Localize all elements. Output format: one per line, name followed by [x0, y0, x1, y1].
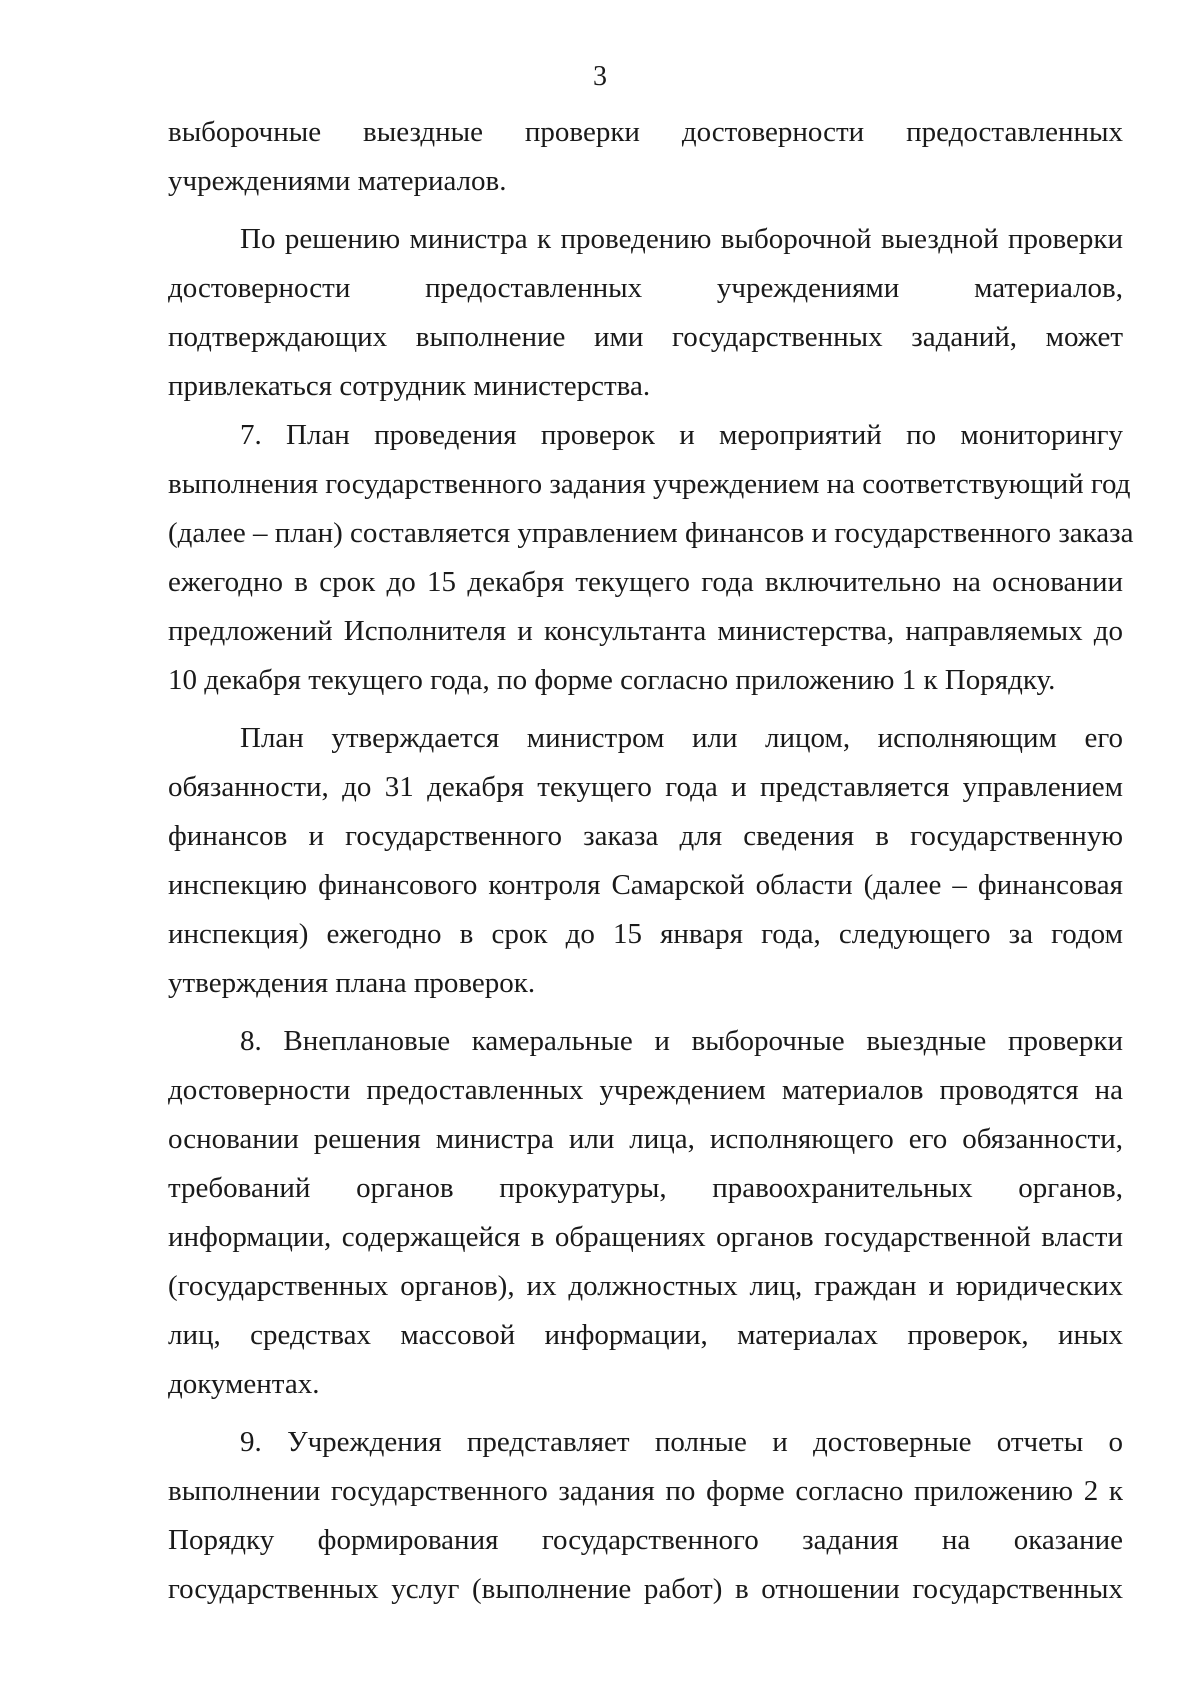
text-line: государственных услуг (выполнение работ) в отношении государственных — [168, 1573, 1123, 1605]
text-line: достоверности предоставленных учреждениями материалов, — [168, 272, 1123, 304]
text-line: 8. Внеплановые камеральные и выборочные выездные проверки — [240, 1025, 1123, 1057]
text-line: 10 декабря текущего года, по форме согласно приложению 1 к Порядку. — [168, 664, 1056, 696]
text-line: инспекцию финансового контроля Самарской области (далее – финансовая — [168, 869, 1123, 901]
text-line: (далее – план) составляется управлением финансов и государственного заказа — [168, 517, 1134, 549]
page-number: 3 — [593, 61, 607, 92]
paragraph-gap — [168, 206, 1123, 215]
text-line: По решению министра к проведению выборочной выездной проверки — [240, 223, 1123, 255]
text-line: учреждениями материалов. — [168, 165, 507, 197]
text-line: (государственных органов), их должностных лиц, граждан и юридических — [168, 1270, 1123, 1302]
text-line: План утверждается министром или лицом, исполняющим его — [240, 722, 1123, 754]
text-line: основании решения министра или лица, исполняющего его обязанности, — [168, 1123, 1123, 1155]
text-line: 9. Учреждения представляет полные и достоверные отчеты о — [240, 1426, 1123, 1458]
paragraph-gap — [168, 1409, 1123, 1418]
text-line: достоверности предоставленных учреждением материалов проводятся на — [168, 1074, 1123, 1106]
text-line: выборочные выездные проверки достоверности предоставленных — [168, 116, 1123, 148]
text-line: лиц, средствах массовой информации, материалах проверок, иных — [168, 1319, 1123, 1351]
paragraph-gap — [168, 1008, 1123, 1017]
text-line: инспекция) ежегодно в срок до 15 января года, следующего за годом — [168, 918, 1123, 950]
paragraph-gap — [168, 705, 1123, 714]
text-line: предложений Исполнителя и консультанта министерства, направляемых до — [168, 615, 1123, 647]
text-line: выполнения государственного задания учреждением на соответствующий год — [168, 468, 1131, 500]
document-body — [168, 108, 1134, 1614]
text-line: подтверждающих выполнение ими государственных заданий, может — [168, 321, 1123, 353]
text-line: ежегодно в срок до 15 декабря текущего года включительно на основании — [168, 566, 1123, 598]
text-line: 7. План проведения проверок и мероприятий по мониторингу — [240, 419, 1123, 451]
text-line: информации, содержащейся в обращениях органов государственной власти — [168, 1221, 1123, 1253]
text-line: выполнении государственного задания по форме согласно приложению 2 к — [168, 1475, 1123, 1507]
text-line: документах. — [168, 1368, 320, 1400]
text-line: утверждения плана проверок. — [168, 967, 536, 999]
text-line: Порядку формирования государственного задания на оказание — [168, 1524, 1123, 1556]
text-line: привлекаться сотрудник министерства. — [168, 370, 651, 402]
text-line: обязанности, до 31 декабря текущего года и представляется управлением — [168, 771, 1123, 803]
text-line: финансов и государственного заказа для сведения в государственную — [168, 820, 1123, 852]
text-line: требований органов прокуратуры, правоохранительных органов, — [168, 1172, 1123, 1204]
